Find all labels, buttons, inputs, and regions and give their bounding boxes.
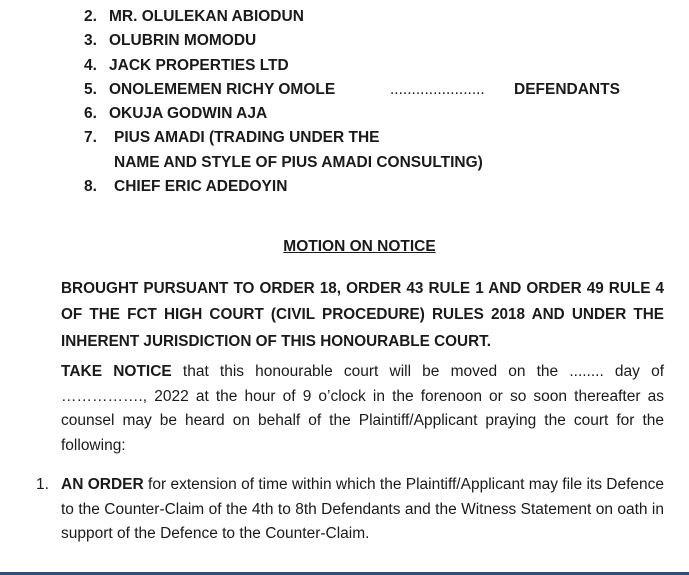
party-number: 3. [84,32,97,50]
party-name: OLUBRIN MOMODU [109,32,257,50]
take-notice-lead: TAKE NOTICE [61,363,172,380]
party-item [84,78,674,102]
party-item [84,29,674,53]
party-number: 8. [84,178,97,196]
order-body: for extension of time within which the Plaintiff/Applicant may file its Defence to the Counter-Claim of the 4th to 8th Defendants and the Witness Statement on oath in support of the Defence to the Counter-Claim. [61,476,665,542]
party-name: MR. OLULEKAN ABIODUN [109,8,304,25]
motion-title: MOTION ON NOTICE [283,238,436,255]
party-item [84,102,674,126]
party-number: 4. [84,56,97,74]
party-name: OKUJA GODWIN AJA [109,105,268,123]
leader-dots: ...................... [390,80,485,98]
party-item [84,126,674,150]
party-number: 2. [84,8,97,25]
brought-pursuant-paragraph: BROUGHT PURSUANT TO ORDER 18, ORDER 43 RULE 1 AND ORDER 49 RULE 4 OF THE FCT HIGH COURT (CIVIL PROCEDURE) RULES 2018 AND UNDER THE INHERENT JURISDICTION OF THIS HONOURABLE COURT. [61,280,664,350]
party-name: ONOLEMEMEN RICHY OMOLE [109,80,336,98]
party-number: 5. [84,80,97,98]
party-role-label: DEFENDANTS [514,80,620,98]
party-name: PIUS AMADI (TRADING UNDER THE [114,129,380,147]
party-name: CHIEF ERIC ADEDOYIN [114,178,288,196]
order-lead: AN ORDER [61,476,144,493]
defendants-list [84,5,674,199]
take-notice-text: that this honourable court will be moved on the ........ day of ……………., 2022 at the hour of 9 o’clock in the forenoon or so soon thereafter as counsel may be heard on behalf of the Plaintiff/Applicant praying the court for the following: [61,363,664,454]
order-item [36,473,664,547]
order-number: 1. [36,476,49,493]
party-item [84,54,674,78]
party-number: 6. [84,105,97,123]
party-item [84,175,674,199]
party-name-continuation: NAME AND STYLE OF PIUS AMADI CONSULTING) [114,153,483,171]
take-notice-paragraph [61,360,664,458]
party-item [84,5,674,29]
party-number: 7. [84,129,97,147]
party-name: JACK PROPERTIES LTD [109,56,289,74]
order-text [61,473,664,547]
